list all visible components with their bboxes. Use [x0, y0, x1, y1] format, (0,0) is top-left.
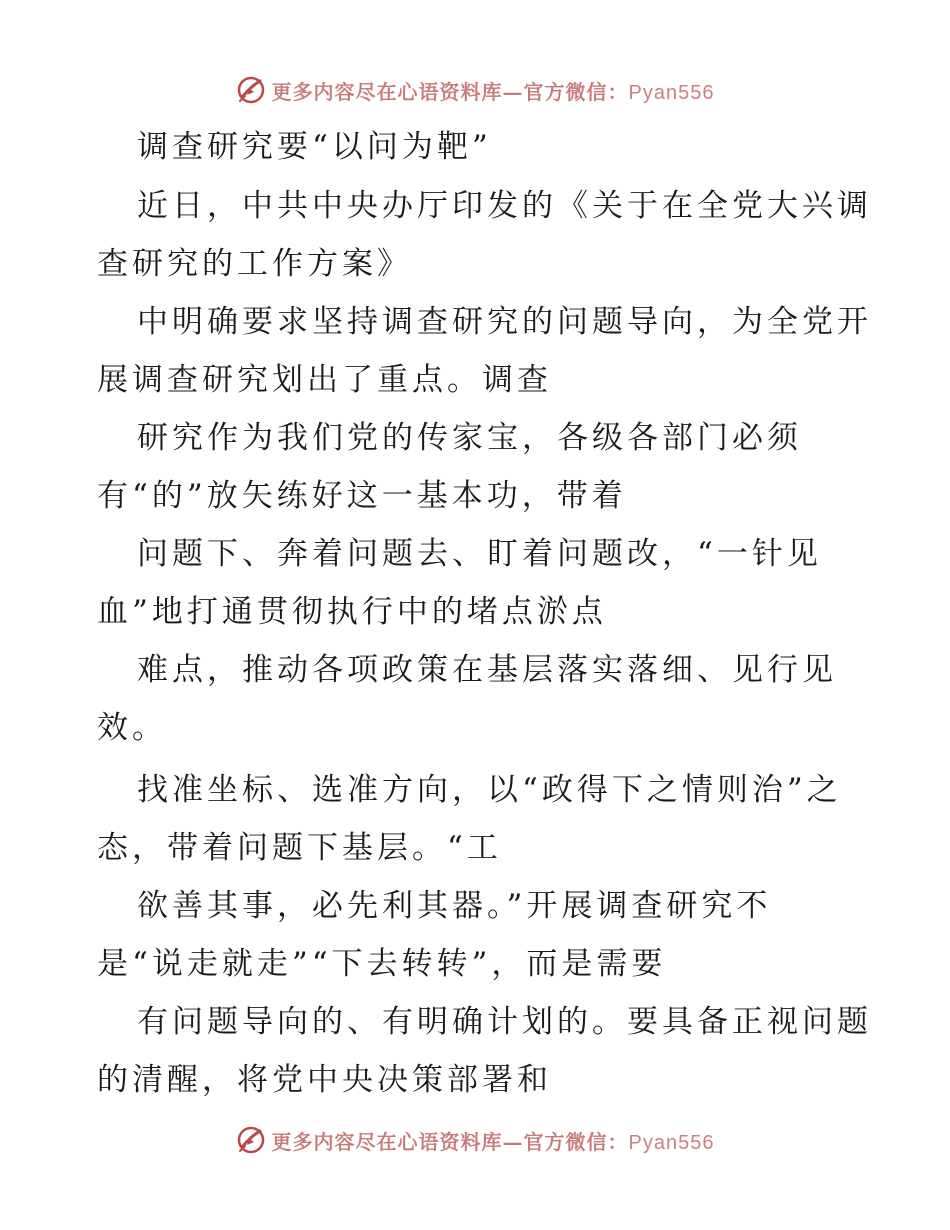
paragraph-line: 有问题导向的、有明确计划的。要具备正视问题 — [137, 1004, 872, 1040]
paragraph-line: 态，带着问题下基层。“工 — [97, 830, 502, 866]
paragraph-line: 近日，中共中央办厅印发的《关于在全党大兴调 — [137, 188, 872, 224]
paragraph-line: 研究作为我们党的传家宝，各级各部门必须 — [137, 420, 802, 456]
banner-wechat-id: Pyan556 — [628, 81, 715, 104]
banner-label: 更多内容尽在心语资料库—官方微信： — [271, 79, 629, 104]
document-title: 调查研究要“以问为靶” — [137, 129, 492, 165]
paragraph-line: 效。 — [97, 710, 167, 746]
paragraph-line: 是“说走就走”“下去转转”，而是需要 — [97, 946, 667, 982]
paragraph-line: 问题下、奔着问题去、盯着问题改，“一针见 — [137, 536, 822, 572]
paragraph-line: 展调查研究划出了重点。调查 — [97, 362, 552, 398]
footer-banner — [0, 1120, 950, 1160]
paragraph-line: 有“的”放矢练好这一基本功，带着 — [97, 478, 627, 514]
paragraph-line: 难点，推动各项政策在基层落实落细、见行见 — [137, 652, 837, 688]
paragraph-line: 找准坐标、选准方向，以“政得下之情则治”之 — [137, 772, 842, 808]
banner-wechat-id: Pyan556 — [628, 1131, 715, 1154]
pen-nib-seal-icon — [236, 1125, 266, 1155]
paragraph-line: 中明确要求坚持调查研究的问题导向，为全党开 — [137, 304, 872, 340]
paragraph-line: 的清醒，将党中央决策部署和 — [97, 1062, 552, 1098]
banner-text — [272, 1126, 715, 1155]
paragraph-line: 欲善其事，必先利其器。”开展调查研究不 — [137, 888, 772, 924]
paragraph-line: 查研究的工作方案》 — [97, 246, 412, 282]
banner-label: 更多内容尽在心语资料库—官方微信： — [271, 1129, 629, 1154]
paragraph-line: 血”地打通贯彻执行中的堵点淤点 — [97, 594, 607, 630]
